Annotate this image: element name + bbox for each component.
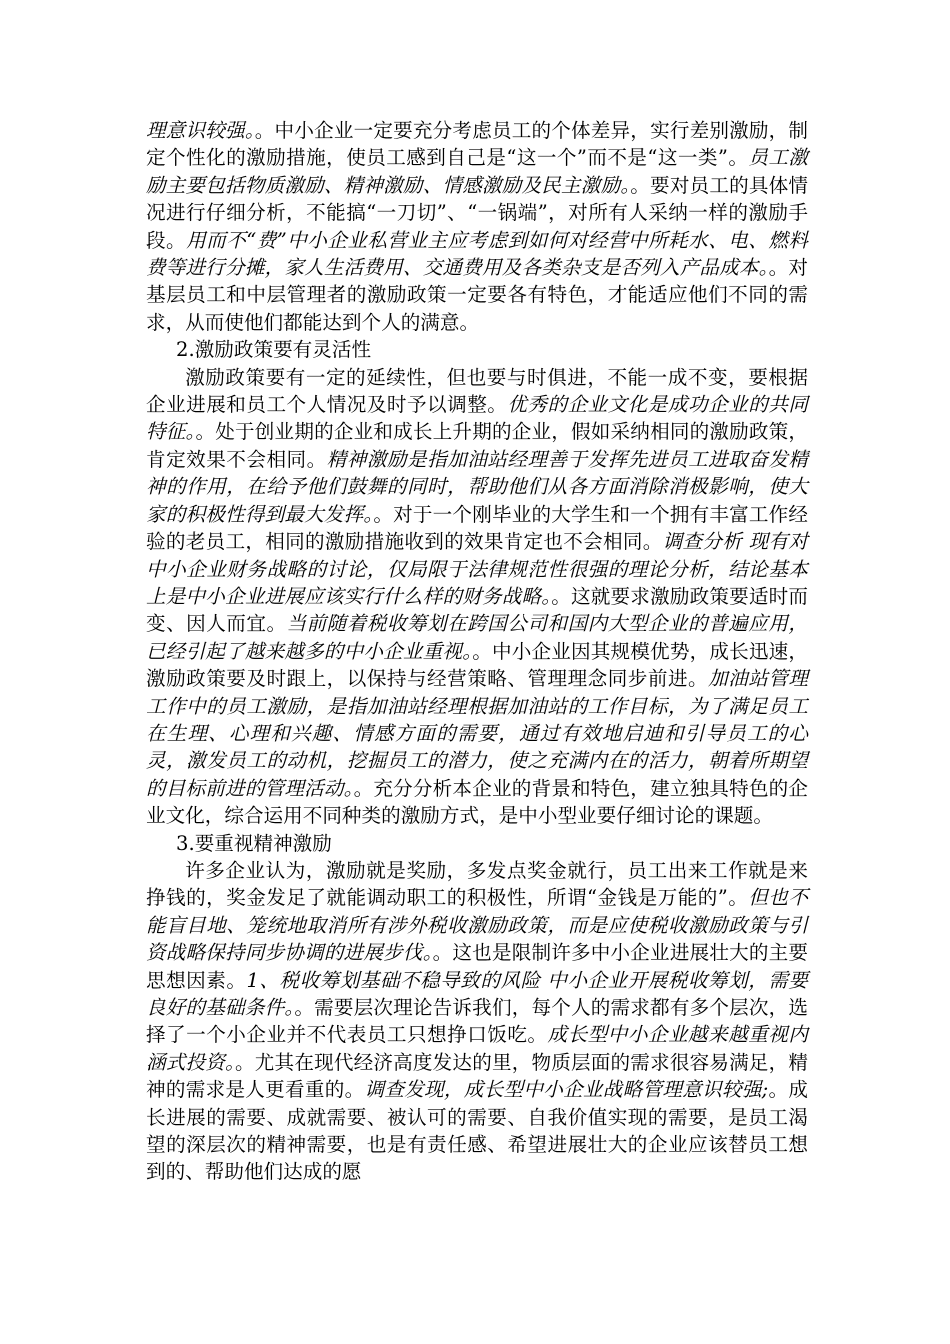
italic-text-run: 精神激励是指加油站经理善于发挥先进员工进取奋发精神的作用，在给予他们鼓舞的同时，帮助他们从各方面消除消极影响，使大家的积极性得到最大发挥。 (146, 447, 809, 526)
italic-text-run: 但也不能盲目地、笼统地取消所有涉外税收激励政策，而是应使税收激励政策与引资战略保持同步协调的进展步伐。 (146, 886, 808, 965)
text-run: 。对基层员工和中层管理者的激励政策一定要各有特色，才能适应他们不同的需求，从而使他们都能达到个人的满意。 (146, 256, 808, 334)
body-paragraph (146, 117, 808, 336)
text-run: 2.激励政策要有灵活性 (176, 338, 372, 362)
italic-text-run: 调查分析 现有对中小企业财务战略的讨论，仅局限于法律规范性很强的理论分析，结论基本上是中小企业进展应该实行什么样的财务战略。 (146, 530, 809, 608)
section-heading (146, 830, 808, 857)
italic-text-run: 理意识较强。 (146, 119, 255, 142)
body-paragraph (146, 857, 808, 1186)
text-run: 。对于一个刚毕业的大学生和一个拥有丰富工作经验的老员工，相同的激励措施收到的效果肯定也不会相同。 (146, 502, 809, 554)
text-run: 激励政策要有一定的延续性，但也要与时俱进，不能一成不变，要根据企业进展和员工个人情况及时予以调整。 (146, 365, 808, 417)
text-run: 。这也是限制许多中小企业进展壮大的主要思想因素。 (146, 941, 808, 992)
text-run: 。处于创业期的企业和成长上升期的企业，假如采纳相同的激励政策，肯定效果不会相同。 (146, 420, 809, 471)
italic-text-run: 优秀的企业文化是成功企业的共同特征。 (146, 393, 809, 444)
text-run: 。中小企业一定要充分考虑员工的个体差异，实行差别激励，制定个性化的激励措施，使员工感到自己是“这一个”而不是“这一类”。 (146, 119, 809, 170)
italic-text-run: 加油站管理工作中的员工激励，是指加油站经理根据加油站的工作目标，为了满足员工在生理、心理和兴趣、情感方面的需要，通过有效地启迪和引导员工的心灵，激发员工的动机，挖掘员工的潜力，使之充满内在的活力，朝着所期望的目标前进的管理活动。 (146, 667, 809, 800)
text-run: 许多企业认为，激励就是奖励，多发点奖金就行，员工出来工作就是来挣钱的，奖金发足了就能调动职工的积极性，所谓“金钱是万能的”。 (146, 858, 808, 910)
text-run: 。要对员工的具体情况进行仔细分析，不能搞“一刀切”、“一锅端”，对所有人采纳一样的激励手段。 (146, 173, 809, 252)
document-page (146, 117, 808, 1186)
body-paragraph (146, 364, 808, 830)
text-run: 3.要重视精神激励 (176, 831, 332, 855)
italic-text-run: 员工激励主要包括物质激励、精神激励、情感激励及民主激励。 (146, 146, 808, 197)
italic-text-run: 成长型中小企业越来越重视内涵式投资。 (146, 1023, 809, 1074)
section-heading (146, 336, 808, 363)
italic-text-run: 用而不“费”中小企业私营业主应考虑到如何对经营中所耗水、电、燃料费等进行分摊，家人生活费用、交通费用及各类杂支是否列入产品成本。 (146, 228, 808, 280)
italic-text-run: 当前随着税收筹划在跨国公司和国内大型企业的普遍应用，已经引起了越来越多的中小企业重视。 (146, 612, 809, 663)
text-run: 。这就要求激励政策要适时而变、因人而宜。 (146, 584, 809, 636)
text-run: 。尤其在现代经济高度发达的里，物质层面的需求很容易满足，精神的需求是人更看重的。 (146, 1050, 809, 1102)
text-run: 。需要层次理论告诉我们，每个人的需求都有多个层次，选择了一个小企业并不代表员工只想挣口饭吃。 (146, 996, 808, 1047)
italic-text-run: 调查发现，成长型中小企业战略管理意识较强; (364, 1078, 769, 1102)
text-run: 。成长进展的需要、成就需要、被认可的需要、自我价值实现的需要，是员工渴望的深层次的精神需要，也是有责任感、希望进展壮大的企业应该替员工想到的、帮助他们达成的愿 (146, 1078, 809, 1184)
text-run: 。中小企业因其规模优势，成长迅速，激励政策要及时跟上，以保持与经营策略、管理理念同步前进。 (146, 639, 809, 691)
italic-text-run: 1、税收筹划基础不稳导致的风险 中小企业开展税收筹划，需要良好的基础条件。 (146, 968, 809, 1019)
text-run: 。充分分析本企业的背景和特色，建立独具特色的企业文化，综合运用不同种类的激励方式，是中小型业要仔细讨论的课题。 (146, 776, 809, 828)
